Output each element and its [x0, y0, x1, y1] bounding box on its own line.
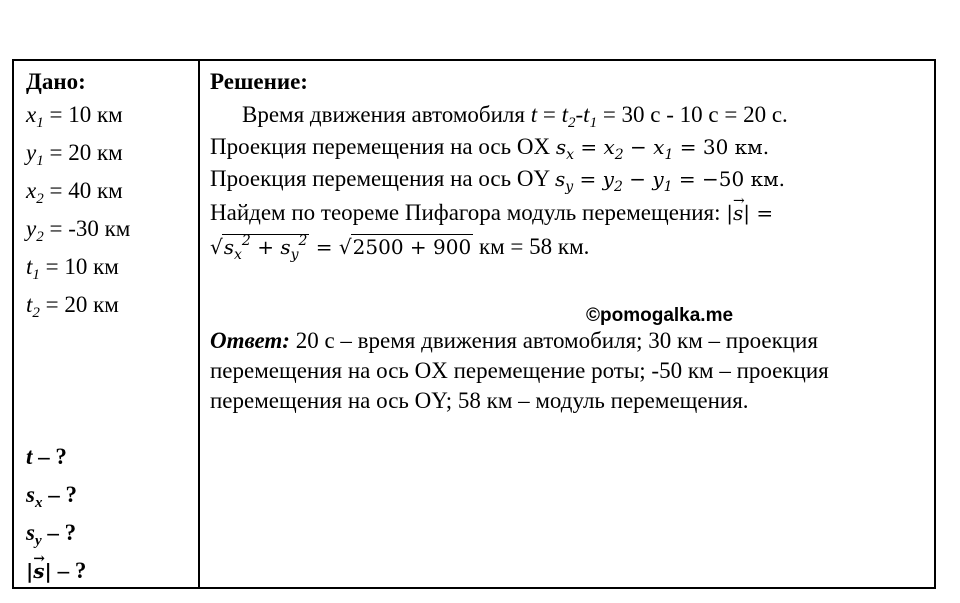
given-t2: $t_2 = 20$ км [26, 292, 119, 321]
given-column [14, 61, 200, 587]
answer-line-3: перемещения на ось OY; 58 км – модуль перемещения. [210, 388, 749, 413]
given-t1: $t_1 = 10$ км [26, 254, 119, 283]
solution-line-modulus: $√s_x^2 + s_y^2 = √2500 + 900$ км = 58 км. [210, 233, 590, 263]
answer-line-2: перемещения на ось OX перемещение роты; -50 км – проекция [210, 358, 829, 383]
given-x1: $x_1 = 10$ км [26, 102, 123, 131]
solution-line-time: Время движения автомобиля $t = t_2-t_1 = 30$ с - 10 с = 20 с. [242, 102, 788, 131]
solution-header: Решение: [210, 69, 308, 94]
watermark: ©pomogalka.me [586, 305, 734, 326]
find-s-modulus: |→ s| – ? [26, 558, 86, 584]
given-y2: $y_2 = -30$ км [26, 216, 131, 245]
solution-line-sy: Проекция перемещения на ось OY $s_y = y_2 - y_1 = -50$ км. [210, 166, 786, 195]
find-sx: $s_x$ – ? [26, 482, 77, 511]
given-header: Дано: [26, 69, 86, 94]
solution-line-sx: Проекция перемещения на ось OX $s_x = x_2 - x_1 = 30$ км. [210, 134, 770, 163]
given-x2: $x_2 = 40$ км [26, 178, 123, 207]
given-y1: $y_1 = 20$ км [26, 140, 123, 169]
solution-column [200, 61, 934, 587]
solution-table [12, 59, 936, 589]
find-sy: $s_y$ – ? [26, 520, 77, 549]
find-t: t – ? [26, 444, 67, 469]
answer-line-1: Ответ: 20 с – время движения автомобиля; 30 км – проекция [210, 328, 818, 353]
solution-line-pythagoras: Найдем по теореме Пифагора модуль перемещения: |→ s| = [210, 199, 773, 227]
